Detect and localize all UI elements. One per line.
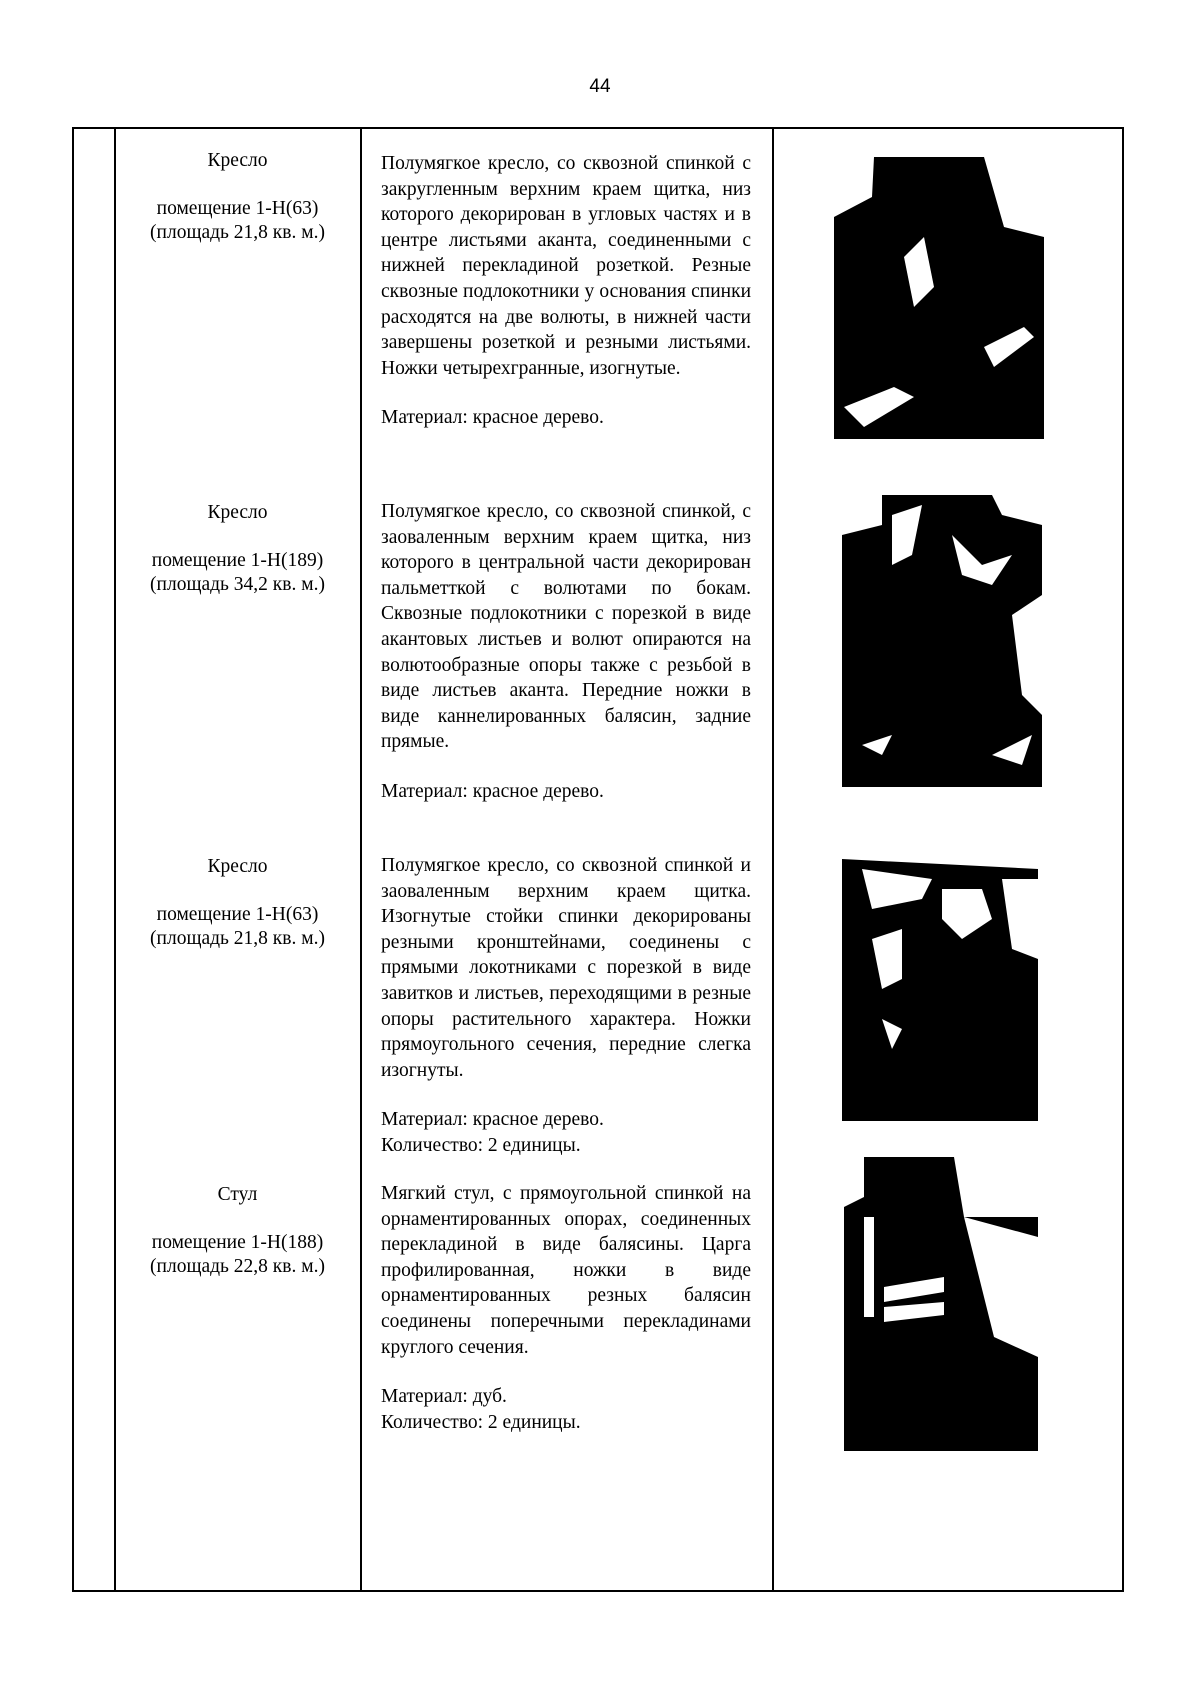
page-number: 44 bbox=[589, 76, 611, 97]
item-quantity: Количество: 2 единицы. bbox=[381, 1134, 581, 1156]
item-quantity: Количество: 2 единицы. bbox=[381, 1411, 581, 1433]
item-material: Материал: красное дерево. bbox=[381, 1109, 604, 1131]
item-description: Полумягкое кресло, со сквозной спинкой, с заоваленным верхним краем щитка, низ которого в центральной части декорирован пальметткой с волютами по бокам. Сквозные подлокотники с порезкой в виде акантовых листьев и волют опираются на волютообразные опоры также с резьбой в виде листьев аканта. Передние ножки в виде каннелированных балясин, задние прямые. bbox=[381, 501, 751, 753]
item-name-cell bbox=[116, 1183, 359, 1279]
item-name-cell bbox=[116, 149, 359, 245]
item-name-cell bbox=[116, 501, 359, 597]
item-description-cell bbox=[381, 853, 751, 1159]
item-room: помещение 1-Н(188) bbox=[151, 1232, 324, 1253]
item-material: Материал: дуб. bbox=[381, 1386, 507, 1408]
item-material: Материал: красное дерево. bbox=[381, 407, 604, 429]
column-divider-2 bbox=[360, 129, 362, 1590]
armchair-photo-2 bbox=[842, 495, 1042, 787]
item-area: (площадь 21,8 кв. м.) bbox=[150, 928, 325, 949]
item-room: помещение 1-Н(63) bbox=[156, 904, 319, 925]
column-divider-3 bbox=[772, 129, 774, 1590]
item-description: Мягкий стул, с прямоугольной спинкой на орнаментированных опорах, соединенных перекладиной в виде балясины. Царга профилированная, ножки в виде орнаментированных резных балясин соединены поперечными перекладинами круглого сечения. bbox=[381, 1183, 751, 1358]
item-name-cell bbox=[116, 855, 359, 951]
item-area: (площадь 22,8 кв. м.) bbox=[150, 1256, 325, 1277]
item-description: Полумягкое кресло, со сквозной спинкой с закругленным верхним краем щитка, низ которого декорирован в угловых частях и в центре листьями аканта, соединенными с нижней перекладиной розеткой. Резные сквозные подлокотники у основания спинки расходятся на две волюты, в нижней части завершены розеткой и резными листьями. Ножки четырехгранные, изогнутые. bbox=[381, 153, 751, 379]
chair-photo-4 bbox=[844, 1157, 1038, 1451]
item-room: помещение 1-Н(189) bbox=[151, 550, 324, 571]
item-description: Полумягкое кресло, со сквозной спинкой и заоваленным верхним краем щитка. Изогнутые стойки спинки декорированы резными кронштейнами, соединены с прямыми локотниками с порезкой в виде завитков и листьев, переходящими в резные опоры растительного характера. Ножки прямоугольного сечения, передние слегка изогнуты. bbox=[381, 855, 751, 1081]
armchair-photo-1 bbox=[834, 157, 1044, 439]
item-name: Кресло bbox=[207, 502, 268, 523]
item-name: Кресло bbox=[207, 150, 268, 171]
item-name: Стул bbox=[217, 1184, 258, 1205]
item-area: (площадь 21,8 кв. м.) bbox=[150, 222, 325, 243]
item-description-cell bbox=[381, 151, 751, 431]
item-description-cell bbox=[381, 499, 751, 805]
inventory-table bbox=[72, 127, 1124, 1592]
item-room: помещение 1-Н(63) bbox=[156, 198, 319, 219]
item-name: Кресло bbox=[207, 856, 268, 877]
item-material: Материал: красное дерево. bbox=[381, 780, 604, 802]
armchair-photo-3 bbox=[842, 849, 1038, 1121]
item-area: (площадь 34,2 кв. м.) bbox=[150, 574, 325, 595]
item-description-cell bbox=[381, 1181, 751, 1435]
